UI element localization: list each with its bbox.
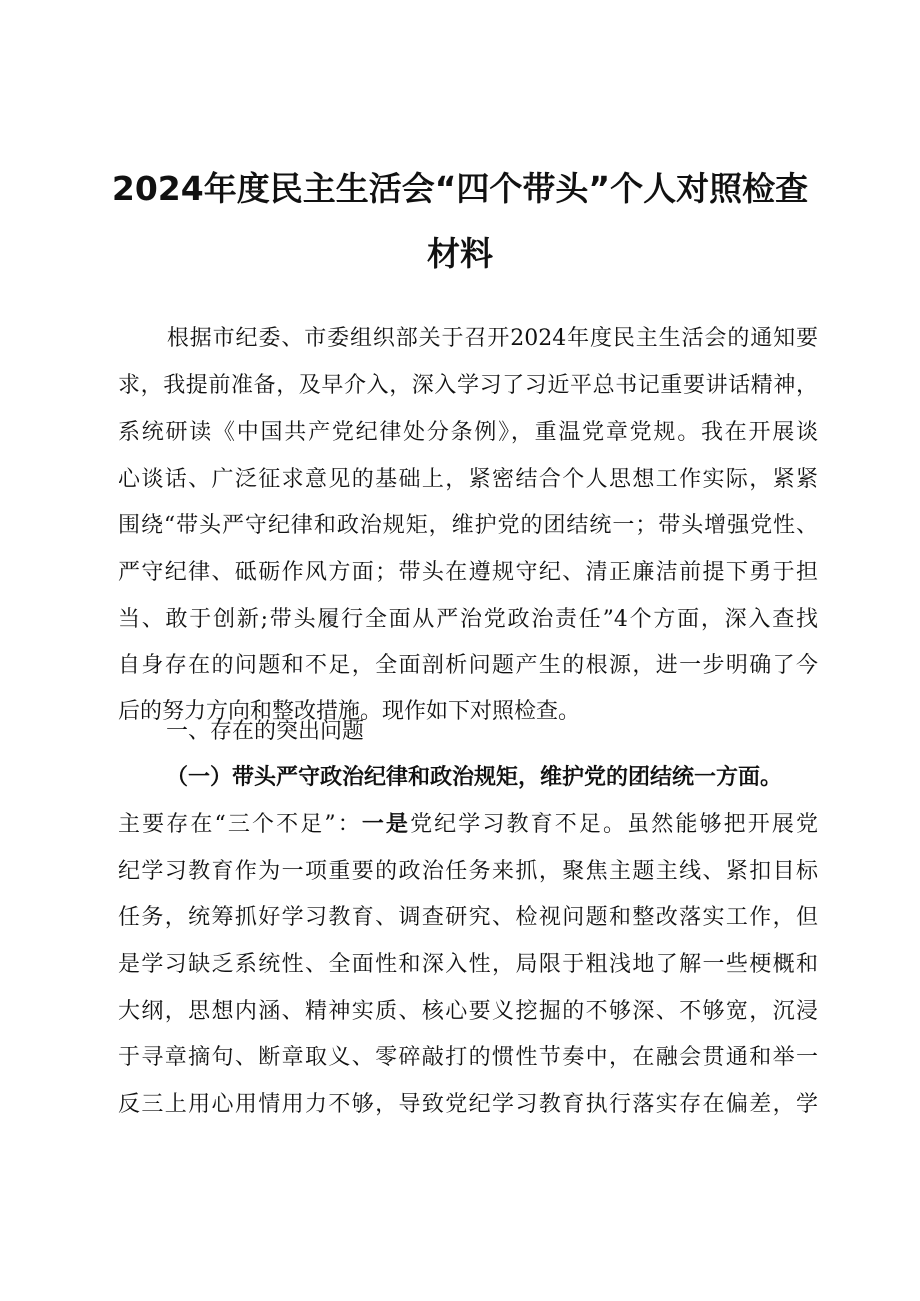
para2-line-1 [118, 805, 818, 845]
intro-line-7: 当、敢于创新;带头履行全面从严治党政治责任”4个方面，深入查找 [118, 607, 818, 632]
para2-line-6: 于寻章摘句、断章取义、零碎敲打的惯性节奏中，在融会贯通和举一 [118, 1045, 818, 1070]
para2-line-1-lead: 主要存在“三个不足”： [118, 812, 362, 837]
para2-line-3: 任务，统筹抓好学习教育、调查研究、检视问题和整改落实工作，但 [118, 905, 818, 930]
para2-line-4: 是学习缺乏系统性、全面性和深入性，局限于粗浅地了解一些梗概和 [118, 952, 818, 977]
para2-line-2: 纪学习教育作为一项重要的政治任务来抓，聚焦主题主线、紧扣目标 [118, 859, 818, 884]
para2-line-1-rest: 党纪学习教育不足。虽然能够把开展党 [410, 812, 818, 837]
document-title-line-1: 2024年度民主生活会“四个带头”个人对照检查 [111, 169, 809, 208]
intro-line-1-text: 根据市纪委、市委组织部关于召开2024年度民主生活会的通知要 [166, 326, 818, 351]
intro-line-2: 求，我提前准备，及早介入，深入学习了习近平总书记重要讲话精神， [118, 373, 818, 398]
para2-line-7: 反三上用心用情用力不够，导致党纪学习教育执行落实存在偏差，学 [118, 1092, 818, 1117]
intro-line-9: 后的努力方向和整改措施。现作如下对照检查。 [118, 699, 581, 724]
para2-line-1-marker: 一是 [361, 812, 411, 837]
para2-line-5: 大纲，思想内涵、精神实质、核心要义挖掘的不够深、不够宽，沉浸 [118, 999, 818, 1024]
intro-line-3: 系统研读《中国共产党纪律处分条例》，重温党章党规。我在开展谈 [118, 420, 818, 445]
subsection-heading: （一）带头严守政治纪律和政治规矩，维护党的团结统一方面。 [166, 765, 783, 790]
intro-line-1 [118, 319, 818, 359]
intro-line-4: 心谈话、广泛征求意见的基础上，紧密结合个人思想工作实际，紧紧 [118, 467, 818, 492]
intro-line-8: 自身存在的问题和不足，全面剖析问题产生的根源，进一步明确了今 [118, 653, 818, 678]
document-title-line-2: 材料 [427, 234, 493, 273]
intro-line-6: 严守纪律、砥砺作风方面；带头在遵规守纪、清正廉洁前提下勇于担 [118, 560, 818, 585]
intro-line-5: 围绕“带头严守纪律和政治规矩，维护党的团结统一；带头增强党性、 [118, 513, 818, 538]
section-heading: 一、存在的突出问题 [166, 719, 365, 744]
